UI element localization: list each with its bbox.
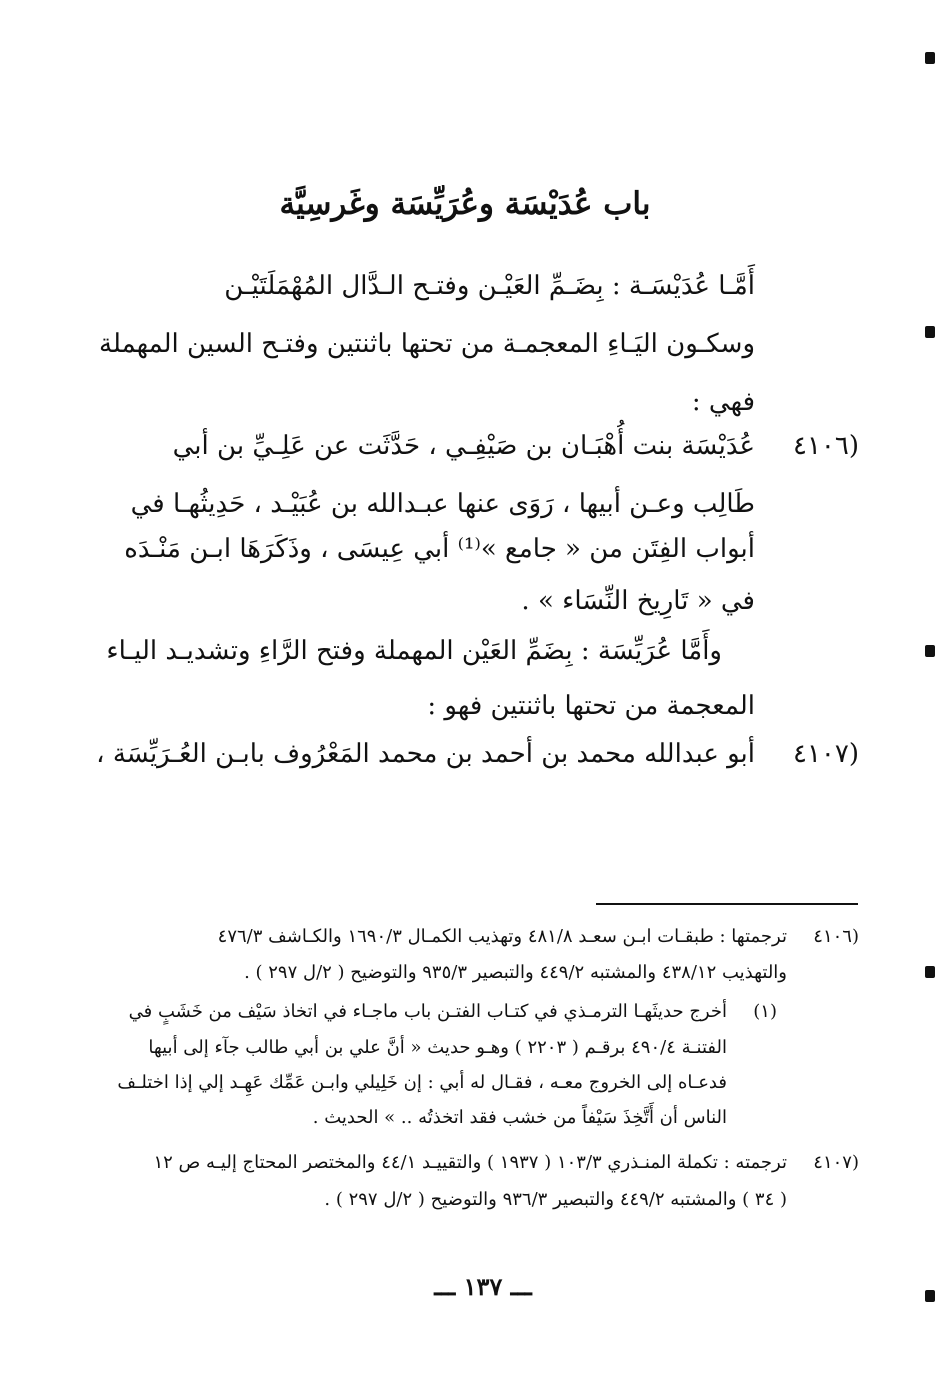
page-number: ـــ ١٣٧ ـــ — [434, 1272, 532, 1301]
entry-number: (٤١٠٦ — [792, 431, 859, 461]
body-line: فهي : — [691, 387, 755, 417]
footnote-line: الفتنـة ٤٩٠/٤ برقـم ( ٢٢٠٣ ) وهـو حديث « أنَّ علي بن أبي طالب جآء إلى أبيها — [148, 1037, 727, 1058]
margin-mark — [925, 645, 935, 657]
body-line: المعجمة من تحتها باثنتين فهو : — [427, 691, 755, 721]
footnote-line: والتهذيب ٤٣٨/١٢ والمشتبه ٤٤٩/٢ والتبصير ٩٣٥/٣ والتوضيح ( ٢/ل ٢٩٧ ) . — [244, 962, 787, 983]
footnote-number: (١) — [753, 1001, 777, 1022]
footnote-separator — [596, 903, 858, 905]
entry-line: عُدَيْسَة بنت أُهْبَـان بن صَيْفِـي ، حَدَّثَت عن عَلِـيِّ بن أبي — [172, 431, 755, 461]
entry-line: أبو عبدالله محمد بن أحمد بن محمد المَعْرُوف بابـن العُـرَيِّسَة ، — [96, 739, 755, 769]
footnote-line: ( ٣٤ ) والمشتبه ٤٤٩/٢ والتبصير ٩٣٦/٣ والتوضيح ( ٢/ل ٢٩٧ ) . — [324, 1189, 787, 1210]
footnote-line: ترجمته : تكملة المنـذري ١٠٣/٣ ( ١٩٣٧ ) والتقييـد ٤٤/١ والمختصر المحتاج إليـه ص ١٢ — [153, 1152, 787, 1173]
entry-line: طَالِب وعـن أبيها ، رَوَى عنها عبـدالله بن عُبَيْـد ، حَدِيثُهـا في — [130, 489, 755, 519]
margin-mark — [925, 52, 935, 64]
margin-mark — [925, 326, 935, 338]
chapter-title: باب عُدَيْسَة وعُرَيِّسَة وغَرسِيَّة — [279, 186, 651, 222]
footnote-line: أخرج حديثَهـا الترمـذي في كتـاب الفتـن باب ماجـاء في اتخاذ سَيْف من خَشَبٍ في — [128, 1001, 727, 1022]
footnote-number: (٤١٠٦ — [813, 926, 859, 947]
margin-mark — [925, 1290, 935, 1302]
entry-line: أبواب الفِتَن من « جامع »⁽¹⁾ أبي عِيسَى ، وذَكَرَهَا ابـن مَنْـدَه — [124, 534, 755, 564]
footnote-line: ترجمتها : طبقـات ابـن سعـد ٤٨١/٨ وتهذيب الكمـال ١٦٩٠/٣ والكـاشف ٤٧٦/٣ — [217, 926, 787, 947]
margin-mark — [925, 966, 935, 978]
entry-line: في « تَارِيخ النِّسَاء » . — [521, 586, 755, 616]
body-line: أَمَّـا عُدَيْسَـة : بِضَـمِّ العَيْـن وفتـح الـدَّال المُهْمَلَتَيْـن — [224, 271, 755, 301]
body-line: وسكـون اليَـاءِ المعجمـة من تحتها باثنتين وفتـح السين المهملة — [99, 329, 755, 359]
entry-number: (٤١٠٧ — [792, 739, 859, 769]
footnote-line: الناس أن أَتَّخِذَ سَيْفاً من خشب فقد اتخذتُه .. » الحديث . — [312, 1107, 727, 1128]
footnote-line: فدعـاه إلى الخروج معـه ، فقـال له أبي : إن خَلِيلي وابـن عَمِّك عَهِـد إلي إذا اختلـف — [117, 1072, 727, 1093]
body-line: وأَمَّا عُرَيِّسَة : بِضَمِّ العَيْن المهملة وفتح الرَّاءِ وتشديـد اليـاء — [106, 636, 722, 666]
footnote-number: (٤١٠٧ — [813, 1152, 859, 1173]
